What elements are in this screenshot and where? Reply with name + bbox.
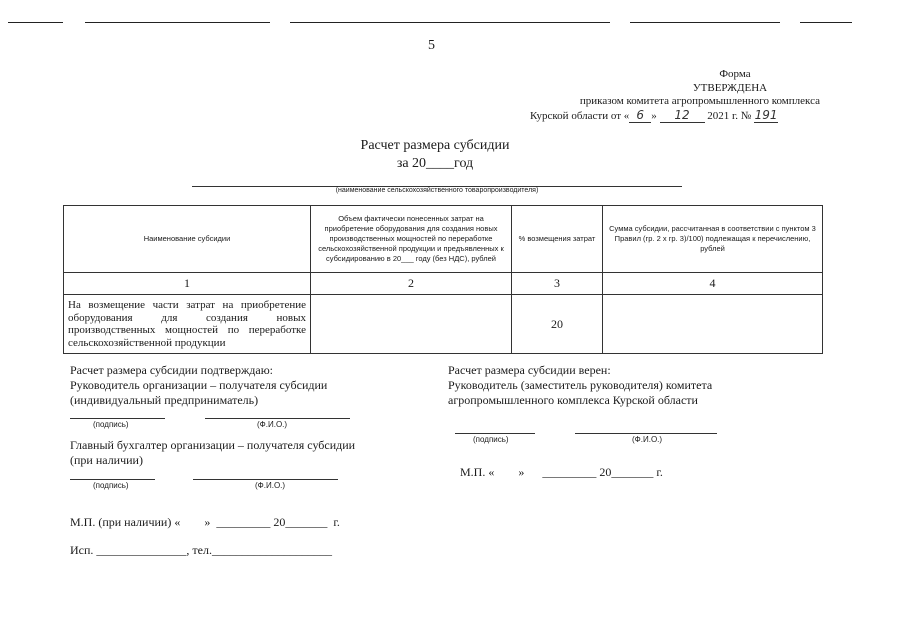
left-head-fio-caption: (Ф.И.О.) xyxy=(257,420,288,429)
left-head-signature-caption: (подпись) xyxy=(93,420,129,429)
right-fio-caption: (Ф.И.О.) xyxy=(632,435,663,444)
approval-stamp xyxy=(530,68,820,123)
left-accountant-title: Главный бухгалтер организации – получателя субсидии xyxy=(70,438,356,452)
left-head-subtitle: (индивидуальный предприниматель) xyxy=(70,393,259,407)
form-label: Форма xyxy=(719,68,751,80)
approval-quote: » xyxy=(651,109,657,122)
subsidy-table xyxy=(63,205,823,354)
header-percent: % возмещения затрат xyxy=(512,206,603,273)
left-accountant-fio-line[interactable] xyxy=(193,479,338,480)
row-subsidy[interactable] xyxy=(603,295,823,354)
left-confirm-label: Расчет размера субсидии подтверждаю: xyxy=(70,363,274,377)
approved-label: УТВЕРЖДЕНА xyxy=(692,81,768,94)
approval-number: 191 xyxy=(754,107,778,122)
header-subsidy-name: Наименование субсидии xyxy=(64,206,311,273)
left-accountant-fio-caption: (Ф.И.О.) xyxy=(255,481,286,490)
scan-edge-line xyxy=(800,22,852,23)
header-expenses: Объем фактически понесенных затрат на приобретение оборудования для создания новых производственных мощностей по переработке сельскохозяйственной продукции и предъявленных к субсидированию в 20___ году (без НДС), рублей xyxy=(311,206,512,273)
row-amount[interactable] xyxy=(311,295,512,354)
column-number: 1 xyxy=(64,273,311,295)
approval-year: 2021 г. № xyxy=(707,109,752,122)
scan-edge-line xyxy=(290,22,610,23)
column-number: 2 xyxy=(311,273,512,295)
left-accountant-signature-line[interactable] xyxy=(70,479,155,480)
approval-month: 12 xyxy=(660,109,705,124)
document-title: Расчет размера субсидии xyxy=(360,138,510,153)
table-row xyxy=(64,295,823,354)
right-head-subtitle: агропромышленного комплекса Курской области xyxy=(448,393,698,407)
page-number: 5 xyxy=(428,38,435,53)
right-head-title: Руководитель (заместитель руководителя) комитета xyxy=(448,378,713,392)
approval-order: приказом комитета агропромышленного комплекса xyxy=(579,95,820,107)
row-percent: 20 xyxy=(512,295,603,354)
column-number: 4 xyxy=(603,273,823,295)
row-subsidy-name: На возмещение части затрат на приобретение оборудования для создания новых производственных мощностей по переработке сельскохозяйственной продукции xyxy=(64,295,311,354)
right-fio-line[interactable] xyxy=(575,433,717,434)
approval-date-line xyxy=(530,109,820,124)
organization-caption: (наименование сельскохозяйственного товаропроизводителя) xyxy=(335,187,539,194)
scan-edge-line xyxy=(85,22,270,23)
left-accountant-signature-caption: (подпись) xyxy=(93,481,129,490)
header-subsidy-sum: Сумма субсидии, рассчитанная в соответствии с пунктом 3 Правил (гр. 2 х гр. 3)/100) подлежащая к перечислению, рублей xyxy=(603,206,823,273)
document-period: за 20____год xyxy=(396,156,474,171)
right-verified-label: Расчет размера субсидии верен: xyxy=(448,363,611,377)
table-header-row xyxy=(64,206,823,273)
column-number: 3 xyxy=(512,273,603,295)
left-head-fio-line[interactable] xyxy=(205,418,350,419)
left-stamp-date: М.П. (при наличии) « » _________ 20_______ г. xyxy=(70,515,340,529)
right-stamp-date: М.П. « » _________ 20_______ г. xyxy=(460,465,663,479)
right-signature-caption: (подпись) xyxy=(473,435,509,444)
approval-region: Курской области от « xyxy=(530,109,630,122)
left-accountant-subtitle: (при наличии) xyxy=(70,453,143,467)
approval-day: 6 xyxy=(629,109,651,124)
left-head-signature-line[interactable] xyxy=(70,418,165,419)
executor-phone: Исп. _______________, тел.____________________ xyxy=(70,543,332,557)
right-signature-line[interactable] xyxy=(455,433,535,434)
left-head-title: Руководитель организации – получателя субсидии xyxy=(70,378,328,392)
scan-edge-line xyxy=(8,22,63,23)
table-number-row xyxy=(64,273,823,295)
scan-edge-line xyxy=(630,22,780,23)
